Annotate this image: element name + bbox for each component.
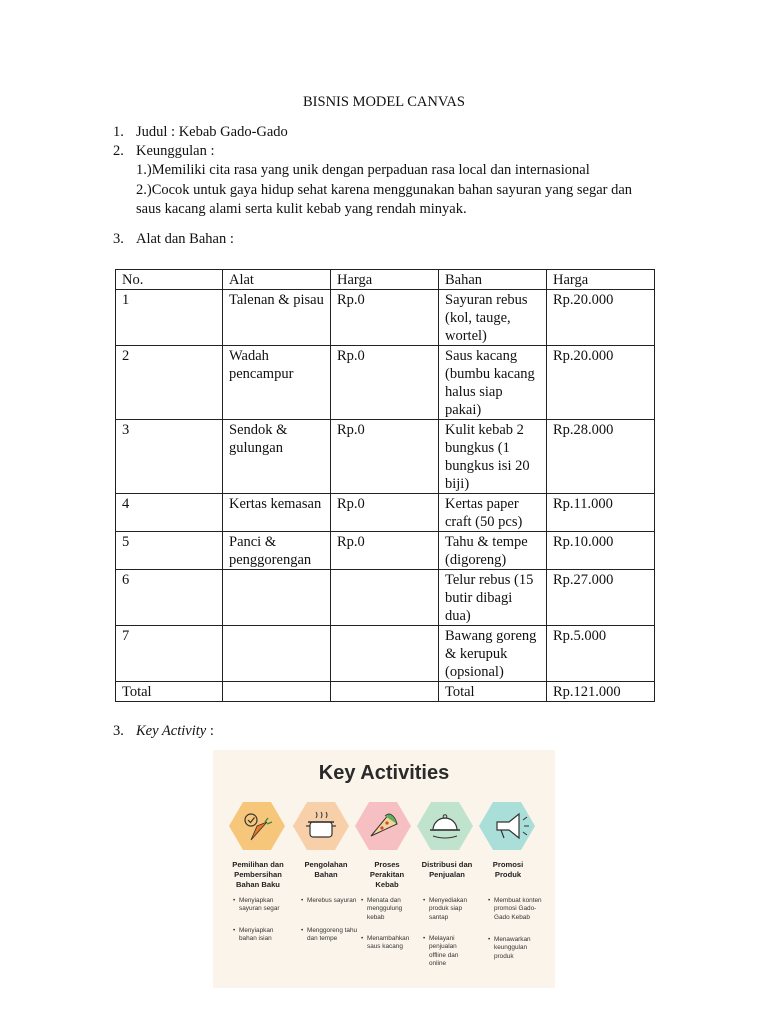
cell-harga-alat: Rp.0 (331, 290, 439, 346)
cell-alat (223, 626, 331, 682)
list-number: 3. (113, 231, 124, 247)
cell-alat: Wadah pencampur (223, 346, 331, 420)
cell-bahan: Saus kacang (bumbu kacang halus siap pakai) (439, 346, 547, 420)
header-harga-bahan: Harga (547, 270, 655, 290)
cell-alat: Talenan & pisau (223, 290, 331, 346)
step-bullet: • Menawarkan keunggulan produk (494, 936, 548, 961)
table-row (116, 532, 655, 570)
step-label: Proses Perakitan Kebab (369, 860, 405, 889)
cell-bahan: Kulit kebab 2 bungkus (1 bungkus isi 20 biji) (439, 420, 547, 494)
cell-no: 4 (116, 494, 223, 532)
step-bullet: • Merebus sayuran (307, 897, 357, 905)
step-bullet: • Membuat konten promosi Gado-Gado Kebab (494, 897, 550, 922)
infographic-title: Key Activities (318, 762, 450, 784)
cell-alat: Sendok & gulungan (223, 420, 331, 494)
cell-bahan: Bawang goreng & kerupuk (opsional) (439, 626, 547, 682)
table-row (116, 290, 655, 346)
key-activities-infographic (213, 750, 555, 988)
cell-harga-bahan: Rp.11.000 (547, 494, 655, 532)
cell-harga-alat: Rp.0 (331, 532, 439, 570)
table-header-row (116, 270, 655, 290)
cell-bahan: Telur rebus (15 butir dibagi dua) (439, 570, 547, 626)
step-label: Promosi Produk (492, 860, 524, 879)
key-activity-heading (136, 722, 214, 741)
cell-alat: Kertas kemasan (223, 494, 331, 532)
list-number: 3. (113, 723, 124, 739)
step-bullet: • Menyediakan produk siap santap (429, 897, 479, 922)
list-number: 1. (113, 124, 124, 140)
cell-harga-alat: Rp.0 (331, 420, 439, 494)
table-row (116, 626, 655, 682)
cell-no: 7 (116, 626, 223, 682)
cell-no: 5 (116, 532, 223, 570)
cell-harga-alat: Rp.0 (331, 346, 439, 420)
serving-dish-icon (417, 802, 473, 850)
carrot-check-icon (229, 802, 285, 850)
cell-harga-bahan: Rp.28.000 (547, 420, 655, 494)
judul-text: Judul : Kebab Gado-Gado (136, 124, 288, 140)
cell-empty (331, 682, 439, 702)
key-activity-colon: : (206, 723, 214, 739)
step-bullet: • Menggoreng tahu dan tempe (307, 927, 361, 944)
table-row (116, 420, 655, 494)
cell-harga-bahan: Rp.20.000 (547, 346, 655, 420)
kebab-wrap-icon (355, 802, 411, 850)
cell-harga-bahan: Rp.20.000 (547, 290, 655, 346)
table-total-row (116, 682, 655, 702)
cell-alat (223, 570, 331, 626)
alat-bahan-text: Alat dan Bahan : (136, 231, 234, 247)
keunggulan-line: saus kacang alami serta kulit kebab yang rendah minyak. (136, 201, 467, 217)
header-alat: Alat (223, 270, 331, 290)
key-activity-label: Key Activity (136, 723, 207, 739)
step-bullet: • Menata dan menggulung kebab (367, 897, 417, 922)
step-label: Distribusi dan Penjualan (421, 860, 473, 879)
cell-no: 1 (116, 290, 223, 346)
cell-total-label: Total (439, 682, 547, 702)
cell-harga-bahan: Rp.5.000 (547, 626, 655, 682)
cell-total-value: Rp.121.000 (547, 682, 655, 702)
megaphone-icon (479, 802, 535, 850)
cell-total-label: Total (116, 682, 223, 702)
tools-materials-table (115, 269, 655, 702)
cell-no: 3 (116, 420, 223, 494)
keunggulan-label: Keunggulan : (136, 143, 215, 159)
step-label: Pemilihan dan Pembersihan Bahan Baku (232, 860, 284, 889)
cell-harga-alat (331, 626, 439, 682)
cooking-pot-icon (293, 802, 349, 850)
table-row (116, 346, 655, 420)
cell-bahan: Tahu & tempe (digoreng) (439, 532, 547, 570)
header-harga-alat: Harga (331, 270, 439, 290)
cell-no: 2 (116, 346, 223, 420)
cell-no: 6 (116, 570, 223, 626)
step-bullet: • Melayani penjualan offline dan online (429, 935, 473, 969)
cell-harga-alat (331, 570, 439, 626)
step-label: Pengolahan Bahan (304, 860, 348, 879)
cell-bahan: Kertas paper craft (50 pcs) (439, 494, 547, 532)
page-title: BISNIS MODEL CANVAS (303, 94, 465, 110)
step-bullet: • Menyiapkan sayuran segar (239, 897, 291, 914)
cell-harga-alat: Rp.0 (331, 494, 439, 532)
step-bullet: • Menambahkan saus kacang (367, 935, 419, 952)
list-number: 2. (113, 143, 124, 159)
step-bullet: • Menyiapkan bahan isian (239, 927, 291, 944)
cell-alat: Panci & penggorengan (223, 532, 331, 570)
cell-empty (223, 682, 331, 702)
table-row (116, 494, 655, 532)
activity-hexagons (213, 798, 555, 854)
header-bahan: Bahan (439, 270, 547, 290)
cell-harga-bahan: Rp.10.000 (547, 532, 655, 570)
header-no: No. (116, 270, 223, 290)
table-row (116, 570, 655, 626)
cell-bahan: Sayuran rebus (kol, tauge, wortel) (439, 290, 547, 346)
keunggulan-line: 1.)Memiliki cita rasa yang unik dengan perpaduan rasa local dan internasional (136, 162, 590, 178)
keunggulan-line: 2.)Cocok untuk gaya hidup sehat karena menggunakan bahan sayuran yang segar dan (136, 182, 633, 198)
cell-harga-bahan: Rp.27.000 (547, 570, 655, 626)
